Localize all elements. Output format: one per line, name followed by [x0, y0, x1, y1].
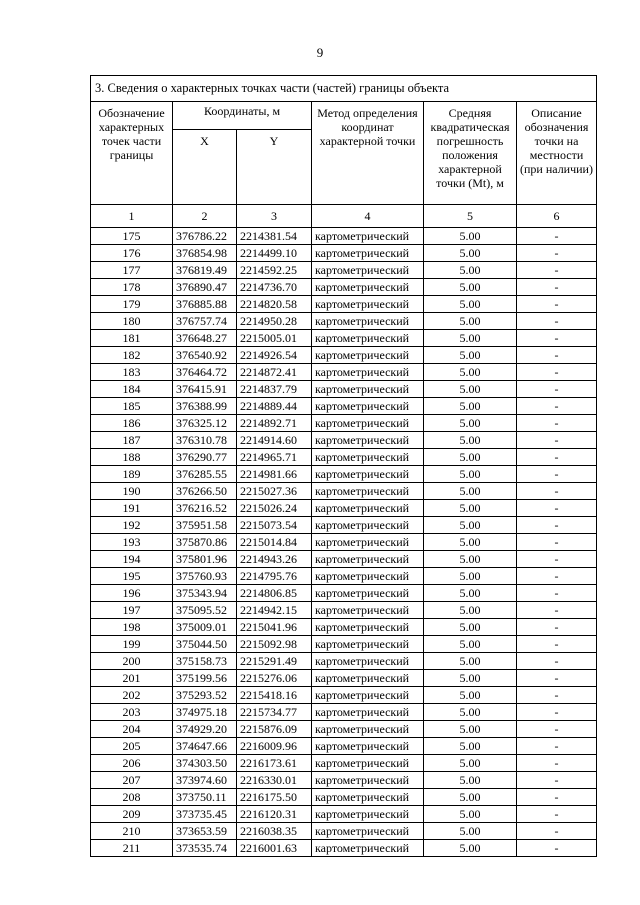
table-row: [91, 602, 597, 619]
y-coordinate-cell: 2214499.10: [237, 245, 312, 262]
x-coordinate-cell: 376290.77: [173, 449, 237, 466]
description-cell: -: [517, 415, 597, 432]
point-id-cell: 180: [91, 313, 173, 330]
method-cell: картометрический: [312, 432, 424, 449]
x-coordinate-cell: 375801.96: [173, 551, 237, 568]
table-row: [91, 568, 597, 585]
accuracy-cell: 5.00: [424, 704, 517, 721]
y-coordinate-cell: 2214872.41: [237, 364, 312, 381]
table-row: [91, 262, 597, 279]
method-cell: картометрический: [312, 602, 424, 619]
accuracy-cell: 5.00: [424, 840, 517, 857]
accuracy-cell: 5.00: [424, 296, 517, 313]
x-coordinate-cell: 376885.88: [173, 296, 237, 313]
table-row: [91, 755, 597, 772]
description-cell: -: [517, 262, 597, 279]
section-title: 3. Сведения о характерных точках части (частей) границы объекта: [91, 76, 597, 102]
accuracy-cell: 5.00: [424, 466, 517, 483]
description-cell: -: [517, 228, 597, 245]
table-row: [91, 687, 597, 704]
description-cell: -: [517, 245, 597, 262]
point-id-cell: 207: [91, 772, 173, 789]
header-accuracy: Средняя квадратическая погрешность положения характерной точки (Mt), м: [424, 102, 517, 205]
y-coordinate-cell: 2214806.85: [237, 585, 312, 602]
description-cell: -: [517, 449, 597, 466]
description-cell: -: [517, 517, 597, 534]
table-row: [91, 364, 597, 381]
y-coordinate-cell: 2214889.44: [237, 398, 312, 415]
description-cell: -: [517, 823, 597, 840]
accuracy-cell: 5.00: [424, 398, 517, 415]
column-number: 4: [312, 205, 424, 228]
column-number: 2: [173, 205, 237, 228]
description-cell: -: [517, 738, 597, 755]
x-coordinate-cell: 376415.91: [173, 381, 237, 398]
accuracy-cell: 5.00: [424, 381, 517, 398]
method-cell: картометрический: [312, 840, 424, 857]
point-id-cell: 190: [91, 483, 173, 500]
y-coordinate-cell: 2215073.54: [237, 517, 312, 534]
description-cell: -: [517, 296, 597, 313]
method-cell: картометрический: [312, 534, 424, 551]
method-cell: картометрический: [312, 245, 424, 262]
description-cell: -: [517, 279, 597, 296]
accuracy-cell: 5.00: [424, 534, 517, 551]
description-cell: -: [517, 398, 597, 415]
y-coordinate-cell: 2214837.79: [237, 381, 312, 398]
y-coordinate-cell: 2215026.24: [237, 500, 312, 517]
column-number: 6: [517, 205, 597, 228]
accuracy-cell: 5.00: [424, 279, 517, 296]
method-cell: картометрический: [312, 653, 424, 670]
description-cell: -: [517, 721, 597, 738]
y-coordinate-cell: 2215041.96: [237, 619, 312, 636]
x-coordinate-cell: 374647.66: [173, 738, 237, 755]
accuracy-cell: 5.00: [424, 262, 517, 279]
point-id-cell: 182: [91, 347, 173, 364]
point-id-cell: 211: [91, 840, 173, 857]
method-cell: картометрический: [312, 619, 424, 636]
point-id-cell: 187: [91, 432, 173, 449]
method-cell: картометрический: [312, 364, 424, 381]
table-row: [91, 534, 597, 551]
method-cell: картометрический: [312, 636, 424, 653]
accuracy-cell: 5.00: [424, 772, 517, 789]
accuracy-cell: 5.00: [424, 432, 517, 449]
table-row: [91, 296, 597, 313]
y-coordinate-cell: 2214950.28: [237, 313, 312, 330]
method-cell: картометрический: [312, 806, 424, 823]
table-row: [91, 551, 597, 568]
column-number-row: [91, 205, 597, 228]
y-coordinate-cell: 2214381.54: [237, 228, 312, 245]
method-cell: картометрический: [312, 789, 424, 806]
method-cell: картометрический: [312, 330, 424, 347]
table-row: [91, 398, 597, 415]
accuracy-cell: 5.00: [424, 738, 517, 755]
method-cell: картометрический: [312, 466, 424, 483]
point-id-cell: 208: [91, 789, 173, 806]
y-coordinate-cell: 2214943.26: [237, 551, 312, 568]
y-coordinate-cell: 2216009.96: [237, 738, 312, 755]
accuracy-cell: 5.00: [424, 721, 517, 738]
point-id-cell: 200: [91, 653, 173, 670]
y-coordinate-cell: 2216038.35: [237, 823, 312, 840]
y-coordinate-cell: 2215276.06: [237, 670, 312, 687]
method-cell: картометрический: [312, 517, 424, 534]
accuracy-cell: 5.00: [424, 330, 517, 347]
accuracy-cell: 5.00: [424, 483, 517, 500]
method-cell: картометрический: [312, 500, 424, 517]
description-cell: -: [517, 789, 597, 806]
description-cell: -: [517, 602, 597, 619]
accuracy-cell: 5.00: [424, 602, 517, 619]
x-coordinate-cell: 373974.60: [173, 772, 237, 789]
method-cell: картометрический: [312, 721, 424, 738]
table-row: [91, 840, 597, 857]
x-coordinate-cell: 373750.11: [173, 789, 237, 806]
description-cell: -: [517, 364, 597, 381]
description-cell: -: [517, 432, 597, 449]
column-number: 5: [424, 205, 517, 228]
table-row: [91, 449, 597, 466]
accuracy-cell: 5.00: [424, 823, 517, 840]
accuracy-cell: 5.00: [424, 636, 517, 653]
y-coordinate-cell: 2215092.98: [237, 636, 312, 653]
point-id-cell: 185: [91, 398, 173, 415]
method-cell: картометрический: [312, 415, 424, 432]
point-id-cell: 186: [91, 415, 173, 432]
table-row: [91, 670, 597, 687]
x-coordinate-cell: 376310.78: [173, 432, 237, 449]
accuracy-cell: 5.00: [424, 415, 517, 432]
table-body: [91, 228, 597, 857]
accuracy-cell: 5.00: [424, 653, 517, 670]
table-row: [91, 585, 597, 602]
x-coordinate-cell: 375095.52: [173, 602, 237, 619]
description-cell: -: [517, 636, 597, 653]
point-id-cell: 205: [91, 738, 173, 755]
point-id-cell: 189: [91, 466, 173, 483]
point-id-cell: 176: [91, 245, 173, 262]
table-row: [91, 517, 597, 534]
method-cell: картометрический: [312, 738, 424, 755]
x-coordinate-cell: 373735.45: [173, 806, 237, 823]
table-row: [91, 279, 597, 296]
method-cell: картометрический: [312, 704, 424, 721]
x-coordinate-cell: 376325.12: [173, 415, 237, 432]
point-id-cell: 194: [91, 551, 173, 568]
table-row: [91, 721, 597, 738]
table-row: [91, 466, 597, 483]
method-cell: картометрический: [312, 585, 424, 602]
point-id-cell: 206: [91, 755, 173, 772]
accuracy-cell: 5.00: [424, 228, 517, 245]
characteristic-points-table: [90, 75, 597, 857]
description-cell: -: [517, 755, 597, 772]
header-method: Метод определения координат характерной точки: [312, 102, 424, 205]
point-id-cell: 209: [91, 806, 173, 823]
description-cell: -: [517, 653, 597, 670]
point-id-cell: 193: [91, 534, 173, 551]
method-cell: картометрический: [312, 551, 424, 568]
header-x: X: [173, 130, 237, 205]
point-id-cell: 178: [91, 279, 173, 296]
page-number: 9: [316, 45, 324, 60]
method-cell: картометрический: [312, 687, 424, 704]
x-coordinate-cell: 375343.94: [173, 585, 237, 602]
accuracy-cell: 5.00: [424, 806, 517, 823]
y-coordinate-cell: 2216330.01: [237, 772, 312, 789]
y-coordinate-cell: 2215014.84: [237, 534, 312, 551]
x-coordinate-cell: 376266.50: [173, 483, 237, 500]
description-cell: -: [517, 772, 597, 789]
description-cell: -: [517, 619, 597, 636]
table-row: [91, 806, 597, 823]
accuracy-cell: 5.00: [424, 687, 517, 704]
y-coordinate-cell: 2216173.61: [237, 755, 312, 772]
x-coordinate-cell: 376388.99: [173, 398, 237, 415]
point-id-cell: 199: [91, 636, 173, 653]
x-coordinate-cell: 374303.50: [173, 755, 237, 772]
description-cell: -: [517, 704, 597, 721]
y-coordinate-cell: 2214795.76: [237, 568, 312, 585]
description-cell: -: [517, 585, 597, 602]
x-coordinate-cell: 376216.52: [173, 500, 237, 517]
description-cell: -: [517, 840, 597, 857]
point-id-cell: 175: [91, 228, 173, 245]
table-row: [91, 500, 597, 517]
y-coordinate-cell: 2215291.49: [237, 653, 312, 670]
table-row: [91, 789, 597, 806]
table-row: [91, 619, 597, 636]
table-row: [91, 636, 597, 653]
method-cell: картометрический: [312, 296, 424, 313]
point-id-cell: 192: [91, 517, 173, 534]
method-cell: картометрический: [312, 228, 424, 245]
x-coordinate-cell: 376854.98: [173, 245, 237, 262]
description-cell: -: [517, 687, 597, 704]
y-coordinate-cell: 2215418.16: [237, 687, 312, 704]
accuracy-cell: 5.00: [424, 449, 517, 466]
description-cell: -: [517, 313, 597, 330]
table-row: [91, 738, 597, 755]
description-cell: -: [517, 568, 597, 585]
header-description: Описание обозначения точки на местности (при наличии): [517, 102, 597, 205]
description-cell: -: [517, 381, 597, 398]
method-cell: картометрический: [312, 670, 424, 687]
x-coordinate-cell: 376757.74: [173, 313, 237, 330]
x-coordinate-cell: 374975.18: [173, 704, 237, 721]
accuracy-cell: 5.00: [424, 568, 517, 585]
method-cell: картометрический: [312, 398, 424, 415]
point-id-cell: 204: [91, 721, 173, 738]
column-number: 3: [237, 205, 312, 228]
x-coordinate-cell: 373535.74: [173, 840, 237, 857]
x-coordinate-cell: 375009.01: [173, 619, 237, 636]
x-coordinate-cell: 376648.27: [173, 330, 237, 347]
x-coordinate-cell: 375293.52: [173, 687, 237, 704]
point-id-cell: 196: [91, 585, 173, 602]
table-row: [91, 704, 597, 721]
description-cell: -: [517, 483, 597, 500]
accuracy-cell: 5.00: [424, 500, 517, 517]
x-coordinate-cell: 376890.47: [173, 279, 237, 296]
method-cell: картометрический: [312, 755, 424, 772]
point-id-cell: 203: [91, 704, 173, 721]
method-cell: картометрический: [312, 483, 424, 500]
description-cell: -: [517, 670, 597, 687]
point-id-cell: 184: [91, 381, 173, 398]
y-coordinate-cell: 2214914.60: [237, 432, 312, 449]
table-row: [91, 381, 597, 398]
point-id-cell: 210: [91, 823, 173, 840]
x-coordinate-cell: 375044.50: [173, 636, 237, 653]
y-coordinate-cell: 2214820.58: [237, 296, 312, 313]
description-cell: -: [517, 806, 597, 823]
description-cell: -: [517, 347, 597, 364]
description-cell: -: [517, 330, 597, 347]
accuracy-cell: 5.00: [424, 551, 517, 568]
x-coordinate-cell: 376285.55: [173, 466, 237, 483]
accuracy-cell: 5.00: [424, 517, 517, 534]
accuracy-cell: 5.00: [424, 245, 517, 262]
point-id-cell: 197: [91, 602, 173, 619]
accuracy-cell: 5.00: [424, 670, 517, 687]
table-row: [91, 330, 597, 347]
description-cell: -: [517, 500, 597, 517]
method-cell: картометрический: [312, 568, 424, 585]
y-coordinate-cell: 2214942.15: [237, 602, 312, 619]
point-id-cell: 201: [91, 670, 173, 687]
accuracy-cell: 5.00: [424, 364, 517, 381]
y-coordinate-cell: 2216120.31: [237, 806, 312, 823]
y-coordinate-cell: 2216175.50: [237, 789, 312, 806]
x-coordinate-cell: 375158.73: [173, 653, 237, 670]
method-cell: картометрический: [312, 262, 424, 279]
column-number: 1: [91, 205, 173, 228]
description-cell: -: [517, 551, 597, 568]
description-cell: -: [517, 534, 597, 551]
accuracy-cell: 5.00: [424, 789, 517, 806]
table-row: [91, 772, 597, 789]
point-id-cell: 202: [91, 687, 173, 704]
y-coordinate-cell: 2214892.71: [237, 415, 312, 432]
method-cell: картометрический: [312, 449, 424, 466]
method-cell: картометрический: [312, 313, 424, 330]
x-coordinate-cell: 375951.58: [173, 517, 237, 534]
table-row: [91, 228, 597, 245]
y-coordinate-cell: 2214965.71: [237, 449, 312, 466]
point-id-cell: 179: [91, 296, 173, 313]
table-row: [91, 245, 597, 262]
table-row: [91, 823, 597, 840]
y-coordinate-cell: 2215876.09: [237, 721, 312, 738]
point-id-cell: 198: [91, 619, 173, 636]
y-coordinate-cell: 2214736.70: [237, 279, 312, 296]
point-id-cell: 183: [91, 364, 173, 381]
y-coordinate-cell: 2214981.66: [237, 466, 312, 483]
y-coordinate-cell: 2216001.63: [237, 840, 312, 857]
y-coordinate-cell: 2214926.54: [237, 347, 312, 364]
table-row: [91, 483, 597, 500]
accuracy-cell: 5.00: [424, 347, 517, 364]
table-row: [91, 415, 597, 432]
x-coordinate-cell: 374929.20: [173, 721, 237, 738]
y-coordinate-cell: 2215005.01: [237, 330, 312, 347]
table-row: [91, 432, 597, 449]
table-row: [91, 653, 597, 670]
y-coordinate-cell: 2215027.36: [237, 483, 312, 500]
point-id-cell: 195: [91, 568, 173, 585]
accuracy-cell: 5.00: [424, 755, 517, 772]
accuracy-cell: 5.00: [424, 313, 517, 330]
y-coordinate-cell: 2215734.77: [237, 704, 312, 721]
method-cell: картометрический: [312, 279, 424, 296]
x-coordinate-cell: 373653.59: [173, 823, 237, 840]
point-id-cell: 177: [91, 262, 173, 279]
x-coordinate-cell: 375870.86: [173, 534, 237, 551]
x-coordinate-cell: 376819.49: [173, 262, 237, 279]
description-cell: -: [517, 466, 597, 483]
x-coordinate-cell: 376540.92: [173, 347, 237, 364]
x-coordinate-cell: 375760.93: [173, 568, 237, 585]
method-cell: картометрический: [312, 381, 424, 398]
point-id-cell: 181: [91, 330, 173, 347]
x-coordinate-cell: 376464.72: [173, 364, 237, 381]
x-coordinate-cell: 375199.56: [173, 670, 237, 687]
x-coordinate-cell: 376786.22: [173, 228, 237, 245]
accuracy-cell: 5.00: [424, 585, 517, 602]
header-point-id: Обозначение характерных точек части границы: [91, 102, 173, 205]
accuracy-cell: 5.00: [424, 619, 517, 636]
table-row: [91, 313, 597, 330]
method-cell: картометрический: [312, 823, 424, 840]
header-coordinates: Координаты, м: [173, 102, 312, 130]
point-id-cell: 188: [91, 449, 173, 466]
header-y: Y: [237, 130, 312, 205]
method-cell: картометрический: [312, 772, 424, 789]
method-cell: картометрический: [312, 347, 424, 364]
table-row: [91, 347, 597, 364]
point-id-cell: 191: [91, 500, 173, 517]
y-coordinate-cell: 2214592.25: [237, 262, 312, 279]
